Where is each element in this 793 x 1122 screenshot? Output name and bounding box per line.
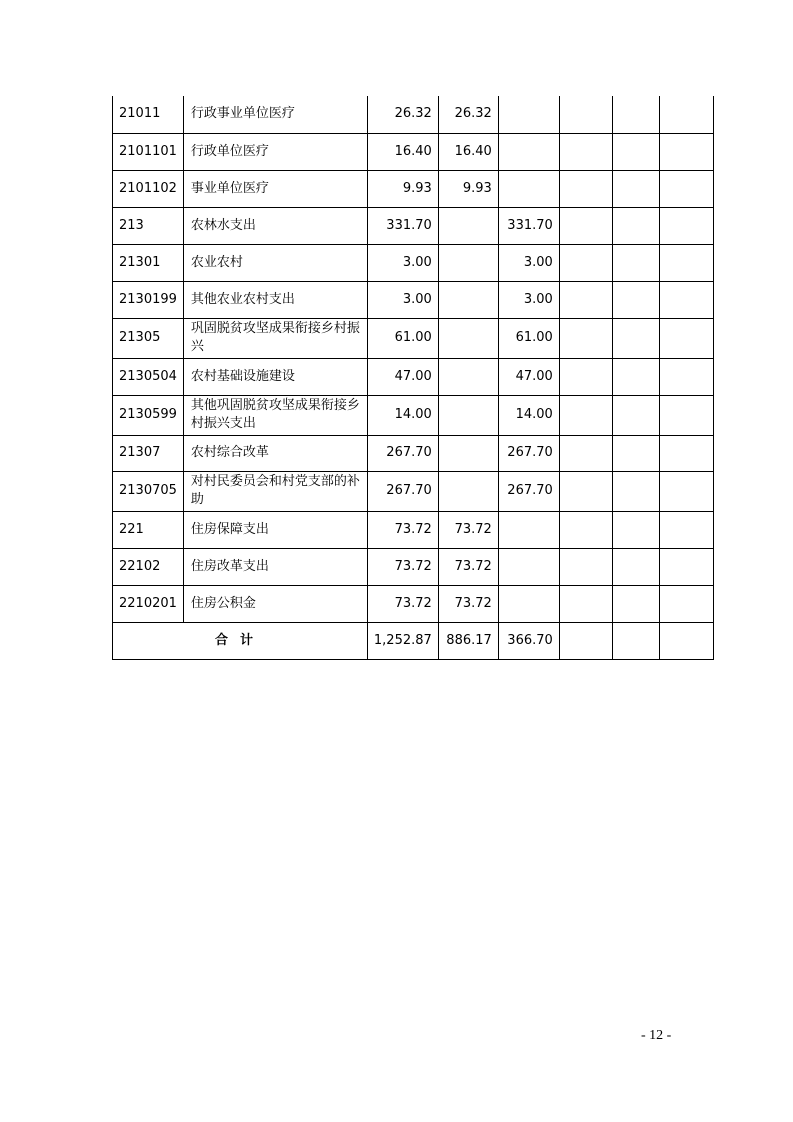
cell-col4 (559, 281, 612, 318)
cell-col6 (659, 133, 713, 170)
cell-col5 (612, 435, 659, 471)
cell-total: 73.72 (367, 585, 438, 622)
cell-basic (438, 207, 498, 244)
table-row (113, 96, 714, 133)
cell-code: 21011 (113, 96, 184, 133)
cell-col4 (559, 207, 612, 244)
cell-col4 (559, 96, 612, 133)
cell-basic (438, 244, 498, 281)
total-col5 (612, 622, 659, 659)
cell-basic: 9.93 (438, 170, 498, 207)
cell-project: 267.70 (498, 435, 559, 471)
cell-col4 (559, 358, 612, 395)
page-number: - 12 - (641, 1028, 672, 1043)
cell-col4 (559, 318, 612, 358)
cell-col6 (659, 395, 713, 435)
total-label: 合计 (113, 622, 368, 659)
total-total: 1,252.87 (367, 622, 438, 659)
total-col6 (659, 622, 713, 659)
cell-project: 267.70 (498, 471, 559, 511)
cell-basic (438, 318, 498, 358)
cell-col4 (559, 548, 612, 585)
cell-code: 221 (113, 511, 184, 548)
cell-code: 21307 (113, 435, 184, 471)
cell-name: 住房公积金 (183, 585, 367, 622)
cell-col4 (559, 511, 612, 548)
total-basic: 886.17 (438, 622, 498, 659)
cell-name: 其他农业农村支出 (183, 281, 367, 318)
cell-col5 (612, 207, 659, 244)
cell-col5 (612, 358, 659, 395)
cell-col6 (659, 358, 713, 395)
cell-col6 (659, 585, 713, 622)
cell-col5 (612, 133, 659, 170)
cell-total: 3.00 (367, 281, 438, 318)
cell-code: 2101102 (113, 170, 184, 207)
cell-project (498, 548, 559, 585)
cell-col5 (612, 511, 659, 548)
cell-total: 26.32 (367, 96, 438, 133)
cell-project: 14.00 (498, 395, 559, 435)
total-col4 (559, 622, 612, 659)
cell-project (498, 96, 559, 133)
cell-basic (438, 358, 498, 395)
cell-basic: 16.40 (438, 133, 498, 170)
table-row (113, 511, 714, 548)
cell-total: 16.40 (367, 133, 438, 170)
cell-col6 (659, 281, 713, 318)
cell-basic (438, 395, 498, 435)
cell-col5 (612, 585, 659, 622)
cell-col5 (612, 281, 659, 318)
cell-total: 9.93 (367, 170, 438, 207)
budget-expenditure-table (112, 96, 714, 660)
cell-total: 3.00 (367, 244, 438, 281)
cell-code: 2210201 (113, 585, 184, 622)
cell-name: 农业农村 (183, 244, 367, 281)
table-row (113, 318, 714, 358)
cell-project: 3.00 (498, 244, 559, 281)
table-row (113, 207, 714, 244)
cell-col5 (612, 318, 659, 358)
cell-col6 (659, 96, 713, 133)
cell-col5 (612, 170, 659, 207)
cell-basic: 73.72 (438, 548, 498, 585)
cell-col6 (659, 548, 713, 585)
cell-col5 (612, 548, 659, 585)
cell-project (498, 585, 559, 622)
total-row (113, 622, 714, 659)
cell-basic: 73.72 (438, 585, 498, 622)
cell-total: 73.72 (367, 548, 438, 585)
table-row (113, 133, 714, 170)
cell-project (498, 133, 559, 170)
table-row (113, 471, 714, 511)
cell-col6 (659, 435, 713, 471)
cell-col6 (659, 207, 713, 244)
cell-total: 61.00 (367, 318, 438, 358)
cell-name: 行政事业单位医疗 (183, 96, 367, 133)
cell-name: 住房改革支出 (183, 548, 367, 585)
cell-code: 21301 (113, 244, 184, 281)
cell-col5 (612, 395, 659, 435)
cell-name: 住房保障支出 (183, 511, 367, 548)
cell-code: 2101101 (113, 133, 184, 170)
table-row (113, 281, 714, 318)
cell-col4 (559, 395, 612, 435)
cell-col6 (659, 170, 713, 207)
cell-name: 事业单位医疗 (183, 170, 367, 207)
cell-basic (438, 435, 498, 471)
cell-project: 61.00 (498, 318, 559, 358)
cell-code: 22102 (113, 548, 184, 585)
cell-col4 (559, 585, 612, 622)
table-row (113, 170, 714, 207)
cell-code: 2130705 (113, 471, 184, 511)
cell-col5 (612, 96, 659, 133)
cell-total: 47.00 (367, 358, 438, 395)
cell-name: 行政单位医疗 (183, 133, 367, 170)
cell-basic (438, 281, 498, 318)
cell-total: 14.00 (367, 395, 438, 435)
table-row (113, 244, 714, 281)
cell-code: 21305 (113, 318, 184, 358)
cell-basic: 26.32 (438, 96, 498, 133)
cell-col4 (559, 244, 612, 281)
cell-col4 (559, 133, 612, 170)
cell-col4 (559, 170, 612, 207)
cell-project: 3.00 (498, 281, 559, 318)
table-row (113, 358, 714, 395)
cell-basic (438, 471, 498, 511)
cell-code: 2130199 (113, 281, 184, 318)
cell-col5 (612, 244, 659, 281)
cell-col4 (559, 435, 612, 471)
cell-col5 (612, 471, 659, 511)
table-row (113, 395, 714, 435)
cell-col6 (659, 244, 713, 281)
table-row (113, 435, 714, 471)
cell-project (498, 511, 559, 548)
cell-total: 267.70 (367, 471, 438, 511)
cell-name: 对村民委员会和村党支部的补助 (183, 471, 367, 511)
cell-col6 (659, 318, 713, 358)
table-body (113, 96, 714, 659)
cell-total: 73.72 (367, 511, 438, 548)
total-project: 366.70 (498, 622, 559, 659)
cell-project: 47.00 (498, 358, 559, 395)
cell-name: 农林水支出 (183, 207, 367, 244)
cell-code: 2130504 (113, 358, 184, 395)
cell-code: 2130599 (113, 395, 184, 435)
table-row (113, 548, 714, 585)
cell-basic: 73.72 (438, 511, 498, 548)
cell-col4 (559, 471, 612, 511)
cell-project: 331.70 (498, 207, 559, 244)
cell-total: 267.70 (367, 435, 438, 471)
cell-col6 (659, 471, 713, 511)
cell-name: 农村综合改革 (183, 435, 367, 471)
cell-total: 331.70 (367, 207, 438, 244)
cell-name: 巩固脱贫攻坚成果衔接乡村振兴 (183, 318, 367, 358)
cell-name: 农村基础设施建设 (183, 358, 367, 395)
table-row (113, 585, 714, 622)
cell-col6 (659, 511, 713, 548)
cell-name: 其他巩固脱贫攻坚成果衔接乡村振兴支出 (183, 395, 367, 435)
cell-code: 213 (113, 207, 184, 244)
cell-project (498, 170, 559, 207)
